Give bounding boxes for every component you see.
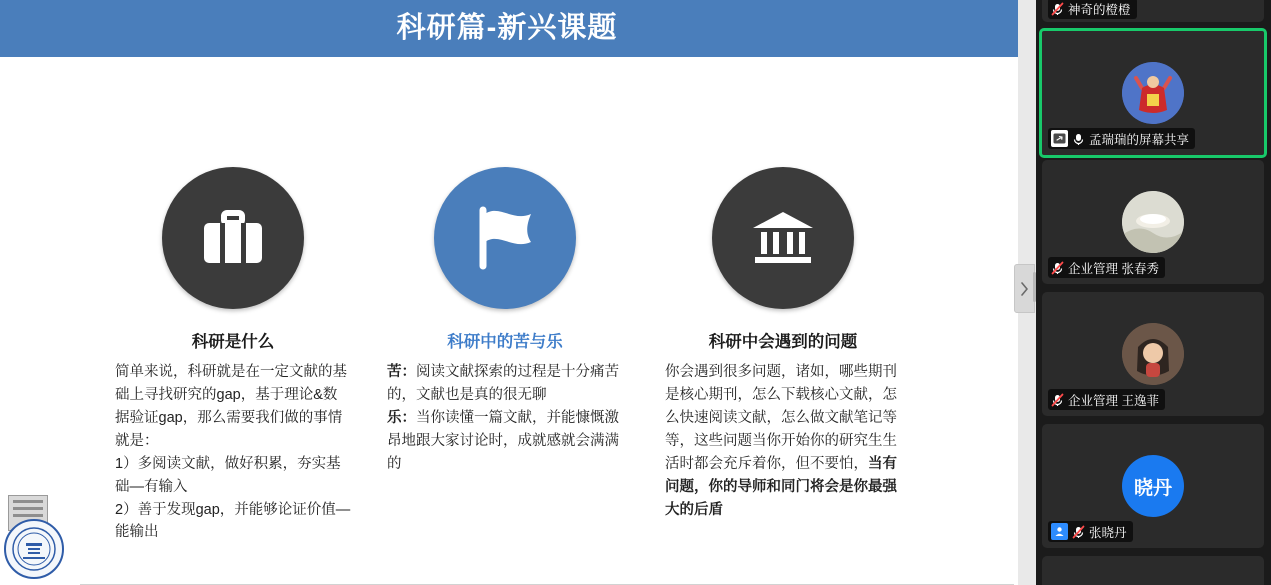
- microphone-muted-icon: [1072, 525, 1085, 539]
- participant-name: 孟瑞瑞的屏幕共享: [1089, 132, 1190, 147]
- watermark-logo: [4, 523, 60, 579]
- chevron-right-icon: [1020, 282, 1029, 296]
- participant-tile[interactable]: [1042, 0, 1264, 22]
- university-seal-icon: [4, 519, 64, 579]
- microphone-muted-icon: [1051, 261, 1064, 275]
- participant-tile[interactable]: [1042, 160, 1264, 284]
- column-2-para-2: [387, 407, 623, 476]
- participant-tile[interactable]: [1042, 424, 1264, 548]
- slide-columns: [0, 57, 1014, 544]
- collapse-gallery-button[interactable]: [1014, 264, 1035, 313]
- screen-share-icon: [1051, 130, 1068, 147]
- slide-title: 科研篇-新兴课题: [396, 12, 618, 44]
- briefcase-icon: [162, 167, 304, 309]
- slide-column-2: [366, 57, 644, 544]
- column-3-heading: 科研中会遇到的问题: [708, 333, 858, 351]
- participant-tile-inner: [1042, 160, 1264, 284]
- column-1-heading: 科研是什么: [191, 333, 275, 351]
- participant-tile-inner: [1042, 424, 1264, 548]
- column-2-heading: 科研中的苦与乐: [447, 333, 563, 351]
- column-2-para-1: [387, 361, 623, 407]
- flag-icon: [434, 167, 576, 309]
- participant-name: 企业管理 张春秀: [1068, 261, 1159, 276]
- bank-icon: [712, 167, 854, 309]
- column-3-bold-1: 当有问题，你的导师和同门将会是你最强大的后盾: [665, 455, 897, 518]
- column-2-body: [387, 361, 623, 476]
- column-1-para-1: 简单来说，科研就是在一定文献的基础上寻找研究的gap，基于理论&数据验证gap，那么需要我们做的事情就是：: [115, 364, 347, 449]
- participant-name: 神奇的橙橙: [1068, 2, 1131, 17]
- participant-tile-active[interactable]: [1039, 28, 1267, 158]
- participant-tile-inner: [1042, 0, 1264, 22]
- microphone-muted-icon: [1051, 2, 1064, 16]
- doc-line: [13, 514, 43, 517]
- column-2-text-1: 阅读文献探索的过程是十分痛苦的，文献也是真的很无聊: [387, 364, 619, 403]
- column-2-label-2: 乐：: [387, 409, 416, 426]
- avatar: [1122, 62, 1184, 124]
- participant-nameplate: [1048, 389, 1165, 410]
- participant-name: 张晓丹: [1089, 525, 1127, 540]
- participant-nameplate: [1048, 0, 1137, 19]
- slide-column-3: [644, 57, 922, 544]
- column-3-para-1: [665, 361, 901, 521]
- column-1-body: [115, 361, 351, 544]
- slide-body: [0, 57, 1014, 557]
- column-3-text-1: 你会遇到很多问题，诸如，哪些期刊是核心期刊，怎么下载核心文献，怎么快速阅读文献，怎么做文献笔记等等，这些问题当你开始你的研究生生活时都会充斥着你，但不要怕，: [665, 364, 897, 472]
- doc-line: [13, 507, 43, 510]
- participant-nameplate: [1048, 128, 1195, 149]
- avatar: [1122, 191, 1184, 253]
- slide-header-bar: [0, 0, 1036, 57]
- participant-nameplate: [1048, 521, 1133, 542]
- participant-tile-inner: [1042, 556, 1264, 585]
- participant-tile[interactable]: [1042, 556, 1264, 585]
- participant-nameplate: [1048, 257, 1165, 278]
- avatar-initials: 晓丹: [1133, 477, 1172, 499]
- column-2-text-2: 当你读懂一篇文献，并能慷慨激昂地跟大家讨论时，成就感就会满满的: [387, 409, 619, 472]
- microphone-muted-icon: [1051, 393, 1064, 407]
- microphone-on-icon: [1072, 132, 1085, 146]
- avatar: [1122, 455, 1184, 517]
- slide-column-1: [94, 57, 372, 544]
- column-3-body: [665, 361, 901, 521]
- column-1-para-2: 1）多阅读文献，做好积累，夯实基础—有输入: [115, 455, 341, 495]
- participant-tile-inner: [1042, 31, 1264, 155]
- video-gallery-strip: [1036, 0, 1271, 585]
- column-2-label-1: 苦：: [387, 364, 416, 381]
- avatar: [1122, 323, 1184, 385]
- participant-name: 企业管理 王逸菲: [1068, 393, 1159, 408]
- column-1-para-3: 2）善于发现gap，并能够论证价值—能输出: [115, 501, 351, 541]
- participant-tile-inner: [1042, 292, 1264, 416]
- doc-line: [13, 500, 43, 503]
- participant-tile[interactable]: [1042, 292, 1264, 416]
- person-icon: [1051, 523, 1068, 540]
